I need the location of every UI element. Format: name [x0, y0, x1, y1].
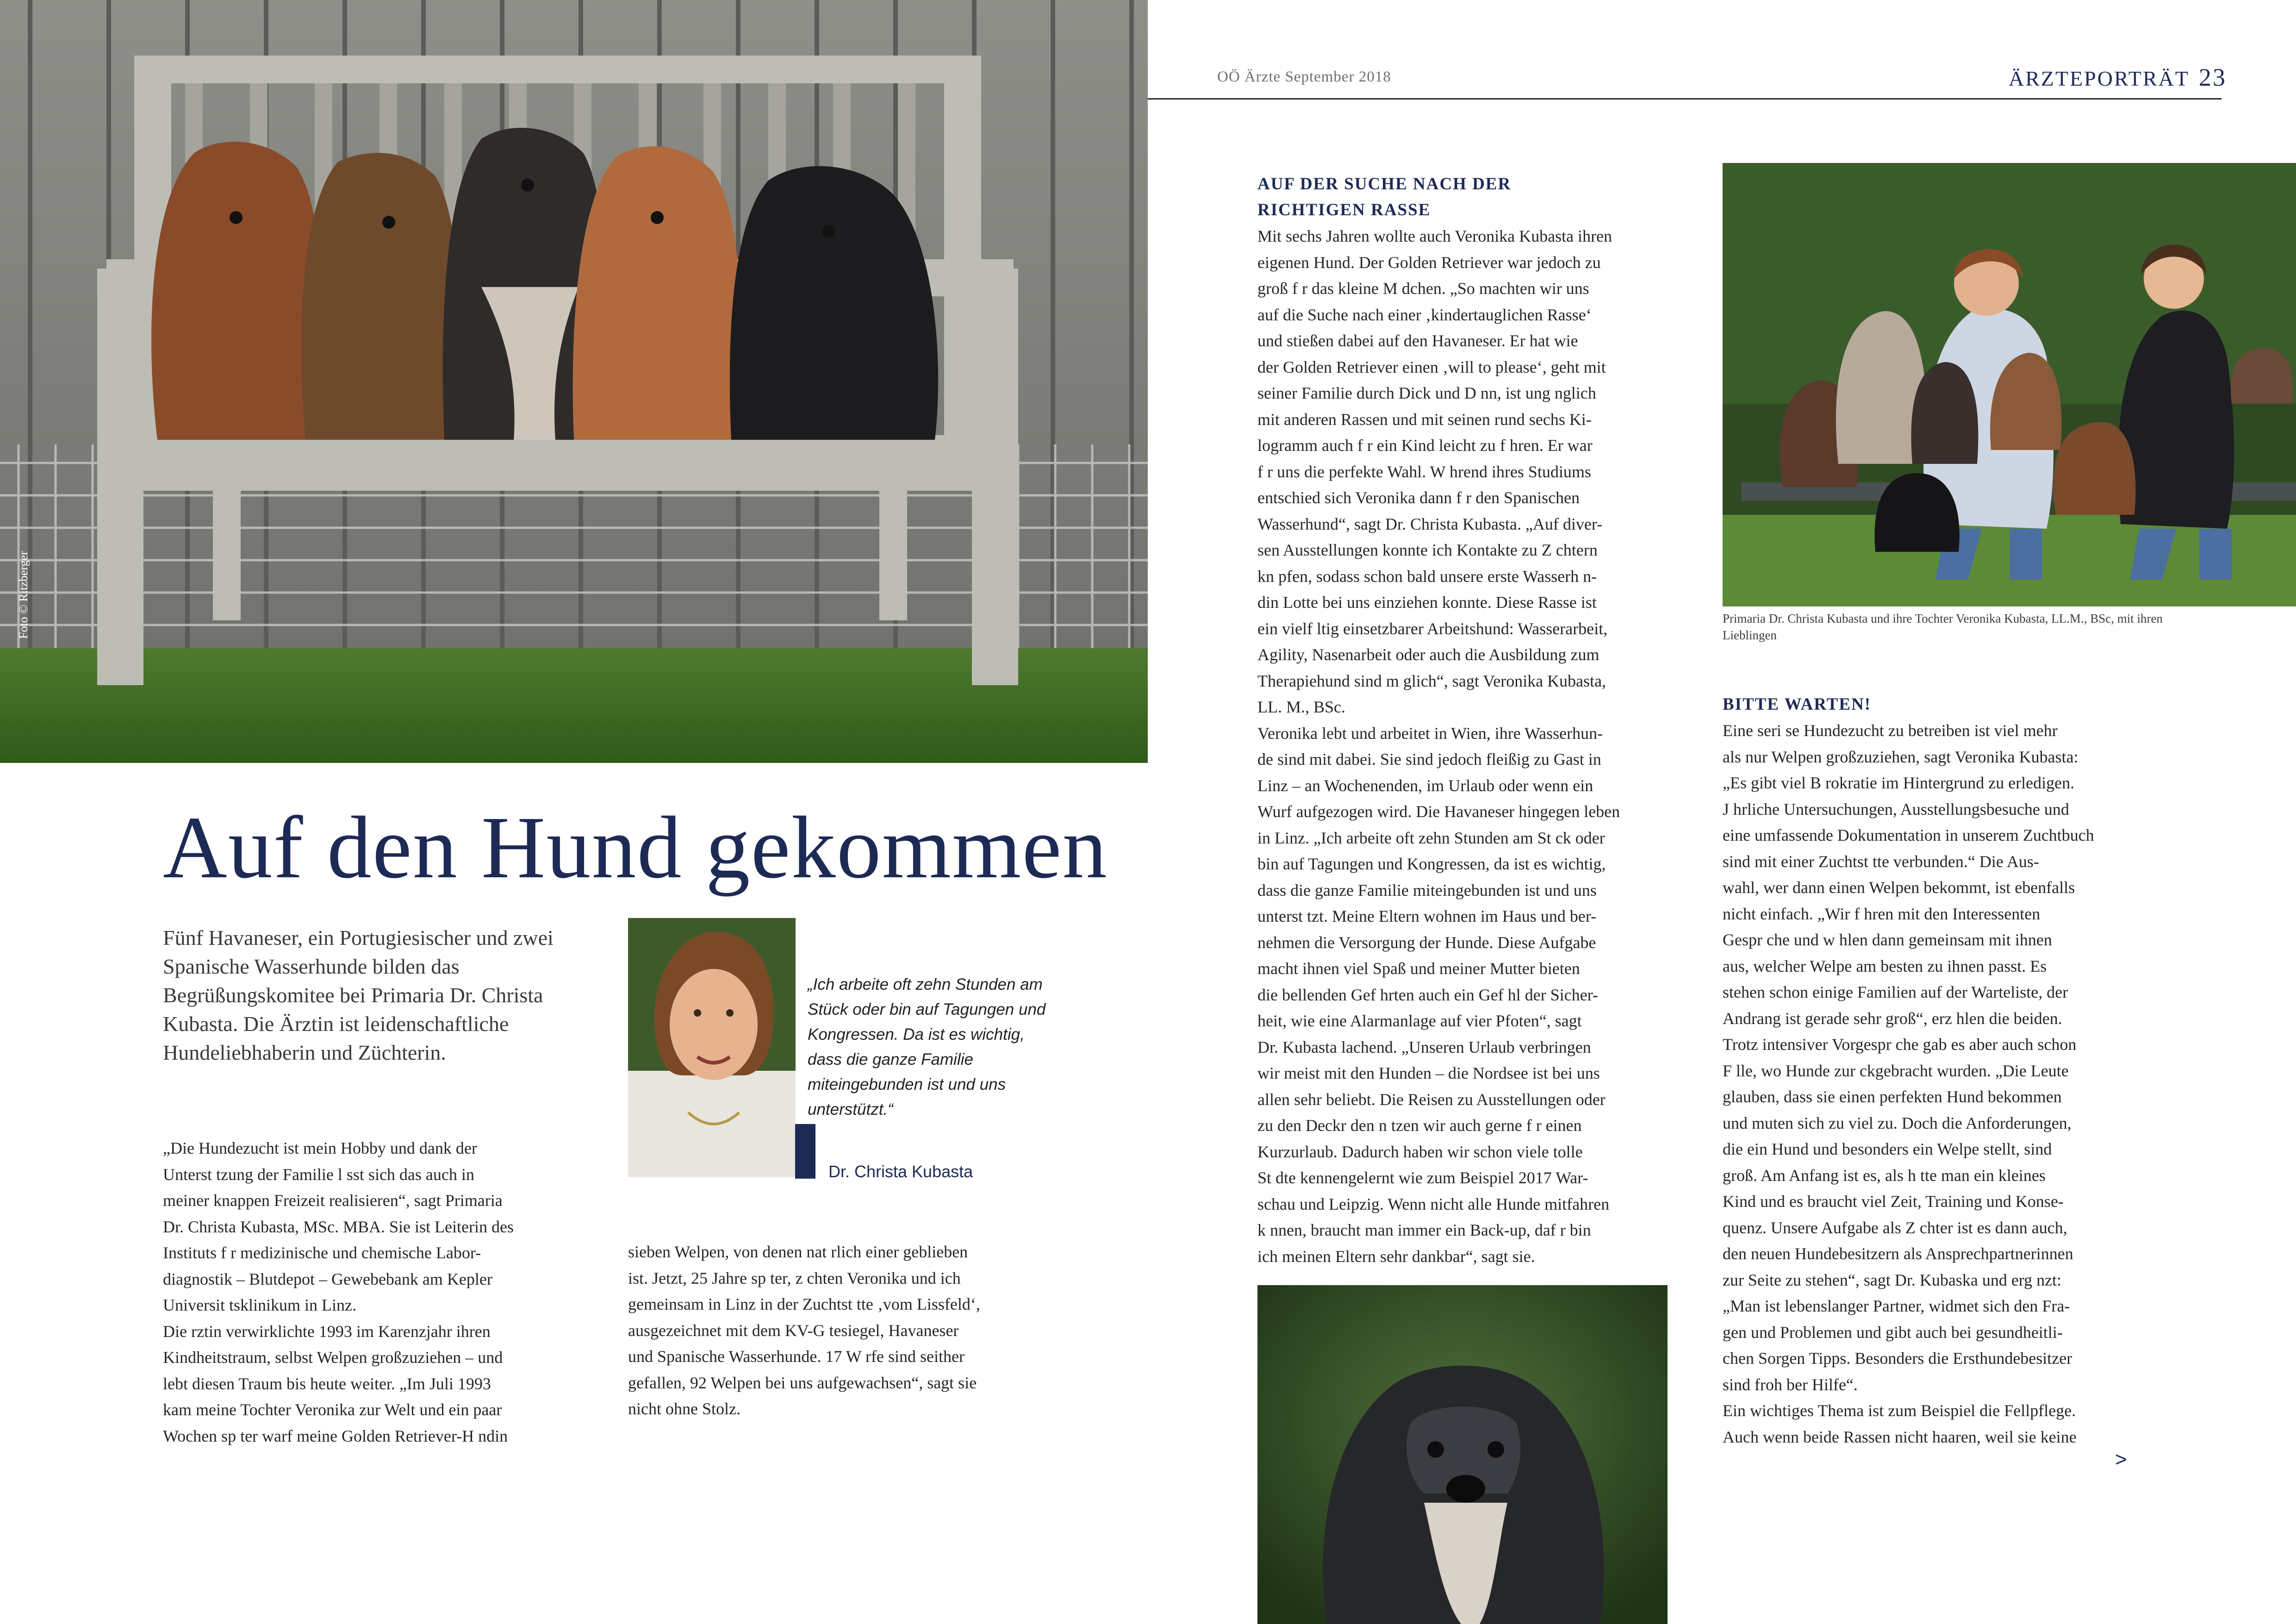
text-line: entschied sich Veronika dann f r den Spanischen — [1257, 488, 1580, 507]
header-rule — [1148, 98, 2221, 100]
text-line: Wurf aufgezogen wird. Die Havaneser hingegen leben — [1257, 802, 1620, 821]
text-line: Trotz intensiver Vorgespr che gab es aber auch schon — [1723, 1035, 2077, 1054]
text-line: din Lotte bei uns einziehen konnte. Diese Rasse ist — [1257, 593, 1597, 612]
text-line: ausgezeichnet mit dem KV-G tesiegel, Havaneser — [628, 1321, 959, 1340]
text-line: und muten sich zu viel zu. Doch die Anforderungen, — [1723, 1113, 2072, 1132]
text-line: sen Ausstellungen konnte ich Kontakte zu Z chtern — [1257, 541, 1598, 559]
text-line: bin auf Tagungen und Kongressen, da ist es wichtig, — [1257, 855, 1606, 873]
text-line: „Die Hundezucht ist mein Hobby und dank der — [163, 1139, 477, 1157]
text-line: aus, welcher Welpe am besten zu ihnen passt. Es — [1723, 956, 2047, 975]
text-line: groß. Am Anfang ist es, als h tte man ein kleines — [1723, 1166, 2046, 1185]
text-line: dass die ganze Familie miteingebunden ist und uns — [1257, 881, 1597, 899]
text-line: gen und Problemen und gibt auch bei gesundheitli- — [1723, 1323, 2063, 1342]
text-line: F lle, wo Hunde zur ckgebracht wurden. „Die Leute — [1723, 1061, 2069, 1080]
text-line: gefallen, 92 Welpen bei uns aufgewachsen“, sagt sie — [628, 1373, 977, 1392]
text-line: Auch wenn beide Rassen nicht haaren, weil sie keine — [1723, 1427, 2077, 1446]
text-line: gemeinsam in Linz in der Zuchtst tte ‚vom Lissfeld‘, — [628, 1295, 980, 1313]
text-line: Die rztin verwirklichte 1993 im Karenzjahr ihren — [163, 1322, 491, 1341]
text-line: Dr. Kubasta lachend. „Unseren Urlaub verbringen — [1257, 1037, 1591, 1056]
text-line: Kurzurlaub. Dadurch haben wir schon viele tolle — [1257, 1142, 1583, 1161]
text-line: Kind und es braucht viel Zeit, Training und Konse- — [1723, 1192, 2064, 1211]
text-line: Mit sechs Jahren wollte auch Veronika Kubasta ihren — [1257, 227, 1612, 245]
text-line: „Es gibt viel B rokratie im Hintergrund zu erledigen. — [1723, 774, 2075, 792]
text-line: wahl, wer dann einen Welpen bekommt, ist ebenfalls — [1723, 878, 2075, 897]
body-column-2 — [628, 1239, 1045, 1422]
text-line: Eine seri se Hundezucht zu betreiben ist viel mehr — [1723, 721, 2058, 740]
page-number: 23 — [2199, 63, 2227, 91]
text-line: heit, wie eine Alarmanlage auf vier Pfoten“, sagt — [1257, 1012, 1582, 1030]
text-line: St dte kennengelernt wie zum Beispiel 2017 War- — [1257, 1168, 1588, 1187]
text-line: Wasserhund“, sagt Dr. Christa Kubasta. „Auf diver- — [1257, 514, 1603, 533]
text-line: Agility, Nasenarbeit oder auch die Ausbildung zum — [1257, 645, 1599, 664]
text-line: kn pfen, sodass schon bald unsere erste Wasserh n- — [1257, 567, 1597, 586]
article-lede: Fünf Havaneser, ein Portugiesischer und zwei Spanische Wasserhunde bilden das Begrüßungskomitee bei Primaria Dr. Christa Kubasta. Die Ärztin ist leidenschaftliche Hundeliebhaberin und Züchterin. — [163, 926, 554, 1064]
text-line: Ein wichtiges Thema ist zum Beispiel die Fellpflege. — [1723, 1401, 2076, 1420]
text-line: stehen schon einige Familien auf der Warteliste, der — [1723, 983, 2068, 1001]
body-column-3 — [1257, 171, 1674, 1269]
text-line: unterst tzt. Meine Eltern wohnen im Haus und ber- — [1257, 907, 1597, 925]
text-line: die bellenden Gef hrten auch ein Gef hl der Sicher- — [1257, 985, 1598, 1004]
text-line: Universit tsklinikum in Linz. — [163, 1296, 356, 1314]
text-line: den neuen Hundebesitzern als Ansprechpartnerinnen — [1723, 1244, 2073, 1263]
text-line: wir meist mit den Hunden – die Nordsee ist bei uns — [1257, 1064, 1600, 1082]
section-heading: BITTE WARTEN! — [1723, 695, 1872, 714]
text-line: glauben, dass sie einen perfekten Hund bekommen — [1723, 1087, 2062, 1106]
portrait-photo — [628, 918, 796, 1177]
text-line: lebt diesen Traum bis heute weiter. „Im Juli 1993 — [163, 1374, 491, 1393]
section-label: ÄRZTEPORTRÄT — [2008, 67, 2190, 90]
text-line: in Linz. „Ich arbeite oft zehn Stunden am St ck oder — [1257, 828, 1605, 847]
pull-quote: „Ich arbeite oft zehn Stunden am Stück oder bin auf Tagungen und Kongressen. Da ist es wichtig, dass die ganze Familie miteingebunden ist und uns unterstützt.“ — [808, 975, 1046, 1118]
text-line: sind mit einer Zuchtst tte verbunden.“ Die Aus- — [1723, 852, 2039, 871]
text-line: Gespr che und w hlen dann gemeinsam mit ihnen — [1723, 931, 2052, 949]
text-line: Linz – an Wochenenden, im Urlaub oder wenn ein — [1257, 776, 1593, 795]
text-line: chen Sorgen Tipps. Besonders die Ersthundebesitzer — [1723, 1349, 2072, 1368]
publication-label: OÖ Ärzte September 2018 — [1217, 69, 1391, 85]
text-line: zu den Deckr den n tzen wir auch gerne f r einen — [1257, 1116, 1582, 1135]
text-line: seiner Familie durch Dick und D nn, ist ung nglich — [1257, 384, 1596, 402]
text-line: eine umfassende Dokumentation in unserem Zuchtbuch — [1723, 826, 2094, 844]
text-line: Kindheitstraum, selbst Welpen großzuziehen – und — [163, 1348, 503, 1367]
text-line: Instituts f r medizinische und chemische Labor- — [163, 1243, 481, 1262]
bench-dogs-photo — [0, 0, 1148, 763]
photo-credit: Foto © Ritzberger — [17, 551, 30, 639]
family-dogs-photo — [1723, 163, 2296, 606]
text-line: „Man ist lebenslanger Partner, widmet sich den Fra- — [1723, 1297, 2070, 1315]
text-line: groß f r das kleine M dchen. „So machten wir uns — [1257, 279, 1589, 298]
body-column-1 — [163, 1135, 579, 1449]
text-line: nehmen die Versorgung der Hunde. Diese Aufgabe — [1257, 933, 1596, 952]
text-line: LL. M., BSc. — [1257, 698, 1346, 716]
continue-arrow[interactable]: > — [2115, 1448, 2127, 1471]
text-line: ist. Jetzt, 25 Jahre sp ter, z chten Veronika und ich — [628, 1268, 961, 1287]
text-line: eigenen Hund. Der Golden Retriever war jedoch zu — [1257, 253, 1601, 272]
text-line: de sind mit dabei. Sie sind jedoch fleißig zu Gast in — [1257, 750, 1601, 768]
text-line: als nur Welpen großzuziehen, sagt Veronika Kubasta: — [1723, 747, 2078, 766]
text-line: schau und Leipzig. Wenn nicht alle Hunde mitfahren — [1257, 1194, 1610, 1213]
text-line: J hrliche Untersuchungen, Ausstellungsbesuche und — [1723, 800, 2069, 818]
text-line: meiner knappen Freizeit realisieren“, sagt Primaria — [163, 1191, 503, 1210]
text-line: Wochen sp ter warf meine Golden Retriever-H ndin — [163, 1426, 508, 1445]
text-line: k nnen, braucht man immer ein Back-up, daf r bin — [1257, 1221, 1591, 1239]
body-column-4 — [1723, 692, 2139, 1450]
text-line: der Golden Retriever einen ‚will to please‘, geht mit — [1257, 357, 1606, 376]
dog-closeup-photo — [1257, 1285, 1668, 1624]
text-line: die ein Hund und besonders ein Welpe stellt, sind — [1723, 1140, 2052, 1158]
quote-accent-bar — [795, 1124, 815, 1179]
text-line: Dr. Christa Kubasta, MSc. MBA. Sie ist Leiterin des — [163, 1217, 514, 1236]
text-line: f r uns die perfekte Wahl. W hrend ihres Studiums — [1257, 462, 1591, 481]
text-line: und stießen dabei auf den Havaneser. Er hat wie — [1257, 331, 1578, 350]
text-line: ein vielf ltig einsetzbarer Arbeitshund: Wasserarbeit, — [1257, 619, 1608, 638]
text-line: Unterst tzung der Familie l sst sich das auch in — [163, 1165, 474, 1184]
text-line: logramm auch f r ein Kind leicht zu f hren. Er war — [1257, 436, 1593, 455]
text-line: nicht ohne Stolz. — [628, 1399, 740, 1418]
text-line: sieben Welpen, von denen nat rlich einer geblieben — [628, 1243, 968, 1261]
quote-attribution: Dr. Christa Kubasta — [828, 1162, 973, 1181]
photo-caption: Primaria Dr. Christa Kubasta und ihre Tochter Veronika Kubasta, LL.M., BSc, mit ihren Lieblingen — [1723, 612, 2163, 642]
text-line: Andrang ist gerade sehr groß“, erz hlen die beiden. — [1723, 1009, 2062, 1028]
text-line: quenz. Unsere Aufgabe als Z chter ist es dann auch, — [1723, 1218, 2067, 1237]
text-line: zur Seite zu stehen“, sagt Dr. Kubaska und erg nzt: — [1723, 1270, 2062, 1289]
section-header — [2009, 63, 2227, 92]
text-line: nicht einfach. „Wir f hren mit den Interessenten — [1723, 904, 2041, 923]
text-line: allen sehr beliebt. Die Reisen zu Ausstellungen oder — [1257, 1090, 1605, 1109]
text-line: Veronika lebt und arbeitet in Wien, ihre Wasserhun- — [1257, 724, 1603, 743]
section-heading: AUF DER SUCHE NACH DER RICHTIGEN RASSE — [1257, 175, 1512, 219]
text-line: ich meinen Eltern sehr dankbar“, sagt sie. — [1257, 1247, 1535, 1266]
text-line: mit anderen Rassen und mit seinen rund sechs Ki- — [1257, 410, 1592, 429]
text-line: diagnostik – Blutdepot – Gewebebank am Kepler — [163, 1269, 492, 1288]
article-title: Auf den Hund gekommen — [163, 798, 1108, 897]
text-line: macht ihnen viel Spaß und meiner Mutter bieten — [1257, 959, 1580, 978]
text-line: und Spanische Wasserhunde. 17 W rfe sind seither — [628, 1347, 964, 1366]
text-line: auf die Suche nach einer ‚kindertauglichen Rasse‘ — [1257, 305, 1592, 324]
text-line: Therapiehund sind m glich“, sagt Veronika Kubasta, — [1257, 671, 1606, 690]
text-line: kam meine Tochter Veronika zur Welt und ein paar — [163, 1400, 502, 1419]
text-line: sind froh ber Hilfe“. — [1723, 1375, 1858, 1394]
